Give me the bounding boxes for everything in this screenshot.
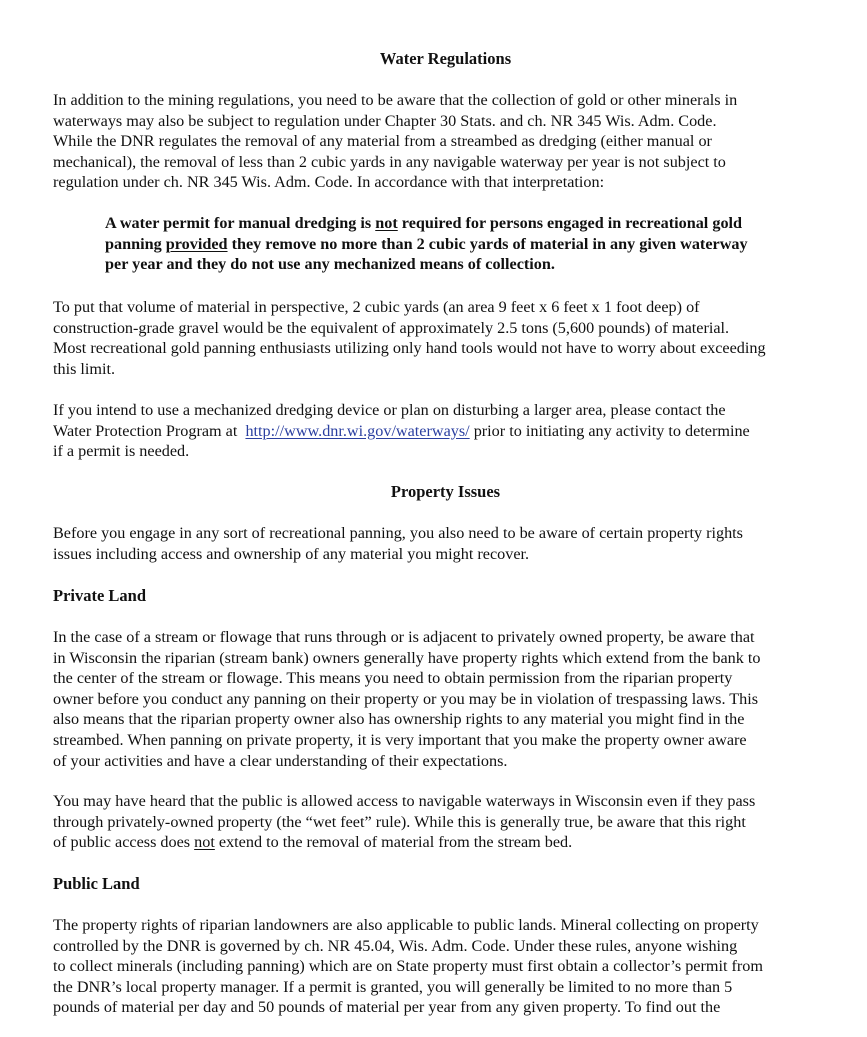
private-land-paragraph-2 — [53, 791, 838, 853]
property-issues-heading: Property Issues — [390, 482, 501, 501]
text-line: to collect minerals (including panning) which are on State property must first obtain a collector’s permit from — [53, 957, 763, 976]
text-line: If you intend to use a mechanized dredging device or plan on disturbing a larger area, please contact the — [53, 401, 726, 419]
text-line: controlled by the DNR is governed by ch. NR 45.04, Wis. Adm. Code. Under these rules, anyone wishing — [53, 936, 738, 955]
property-issues-intro — [53, 523, 838, 564]
text-line: Most recreational gold panning enthusiasts utilizing only hand tools would not have to worry about exceeding — [53, 339, 766, 358]
text-line: issues including access and ownership of any material you might recover. — [53, 544, 530, 563]
text-line: In addition to the mining regulations, you need to be aware that the collection of gold or other minerals in — [53, 91, 738, 109]
text-line: owner before you conduct any panning on their property or you may be in violation of trespassing laws. This — [53, 689, 759, 708]
mechanized-dredging-paragraph — [53, 400, 838, 462]
text-line: Before you engage in any sort of recreational panning, you also need to be aware of certain property rights — [53, 524, 743, 542]
text-line: In the case of a stream or flowage that runs through or is adjacent to privately owned property, be aware that — [53, 628, 755, 646]
public-land-paragraph — [53, 915, 838, 1018]
water-regulations-heading: Water Regulations — [379, 49, 512, 68]
text-line: of your activities and have a clear understanding of their expectations. — [53, 751, 508, 770]
text-line: To put that volume of material in perspective, 2 cubic yards (an area 9 feet x 6 feet x 1 foot deep) of — [53, 298, 700, 316]
text-line: The property rights of riparian landowners are also applicable to public lands. Mineral collecting on property — [53, 916, 759, 934]
volume-perspective-paragraph — [53, 297, 838, 379]
text-line: through privately-owned property (the “wet feet” rule). While this is generally true, be aware that this right — [53, 812, 746, 831]
text-line: panning provided they remove no more than 2 cubic yards of material in any given waterway — [105, 234, 748, 253]
text-line: also means that the riparian property owner also has ownership rights to any material you might find in the — [53, 710, 745, 729]
text-line: the DNR’s local property manager. If a permit is granted, you will generally be limited to no more than 5 — [53, 977, 733, 996]
public-land-heading: Public Land — [53, 874, 140, 893]
waterways-link[interactable]: http://www.dnr.wi.gov/waterways/ — [245, 421, 470, 440]
text-line: A water permit for manual dredging is not required for persons engaged in recreational gold — [105, 214, 743, 232]
water-regulations-intro — [53, 90, 838, 193]
private-land-heading: Private Land — [53, 586, 147, 605]
emphasis-not: not — [375, 214, 398, 232]
text-line: pounds of material per day and 50 pounds of material per year from any given property. To find out the — [53, 998, 721, 1017]
text-line: this limit. — [53, 359, 116, 378]
permit-rule-block — [105, 213, 845, 275]
text-line: Water Protection Program at http://www.dnr.wi.gov/waterways/ prior to initiating any activity to determine — [53, 421, 750, 440]
text-line: if a permit is needed. — [53, 442, 190, 461]
text-line: regulation under ch. NR 345 Wis. Adm. Code. In accordance with that interpretation: — [53, 173, 605, 192]
text-line: waterways may also be subject to regulation under Chapter 30 Stats. and ch. NR 345 Wis. Adm. Code. — [53, 111, 717, 130]
text-line: streambed. When panning on private property, it is very important that you make the property owner aware — [53, 730, 747, 749]
text-line: mechanical), the removal of less than 2 cubic yards in any navigable waterway per year is not subject to — [53, 152, 726, 171]
text-line: in Wisconsin the riparian (stream bank) owners generally have property rights which extend from the bank to — [53, 648, 761, 667]
private-land-paragraph-1 — [53, 627, 838, 771]
text-line: per year and they do not use any mechanized means of collection. — [105, 255, 555, 274]
text-line: While the DNR regulates the removal of any material from a streambed as dredging (either manual or — [53, 132, 712, 151]
text-line: construction-grade gravel would be the equivalent of approximately 2.5 tons (5,600 pounds) of material. — [53, 318, 730, 337]
emphasis-provided: provided — [165, 234, 228, 253]
text-line: the center of the stream or flowage. This means you need to obtain permission from the riparian property — [53, 669, 733, 688]
text-line: You may have heard that the public is allowed access to navigable waterways in Wisconsin even if they pass — [53, 792, 756, 810]
text-line: of public access does not extend to the removal of material from the stream bed. — [53, 833, 573, 852]
emphasis-not: not — [194, 833, 215, 852]
